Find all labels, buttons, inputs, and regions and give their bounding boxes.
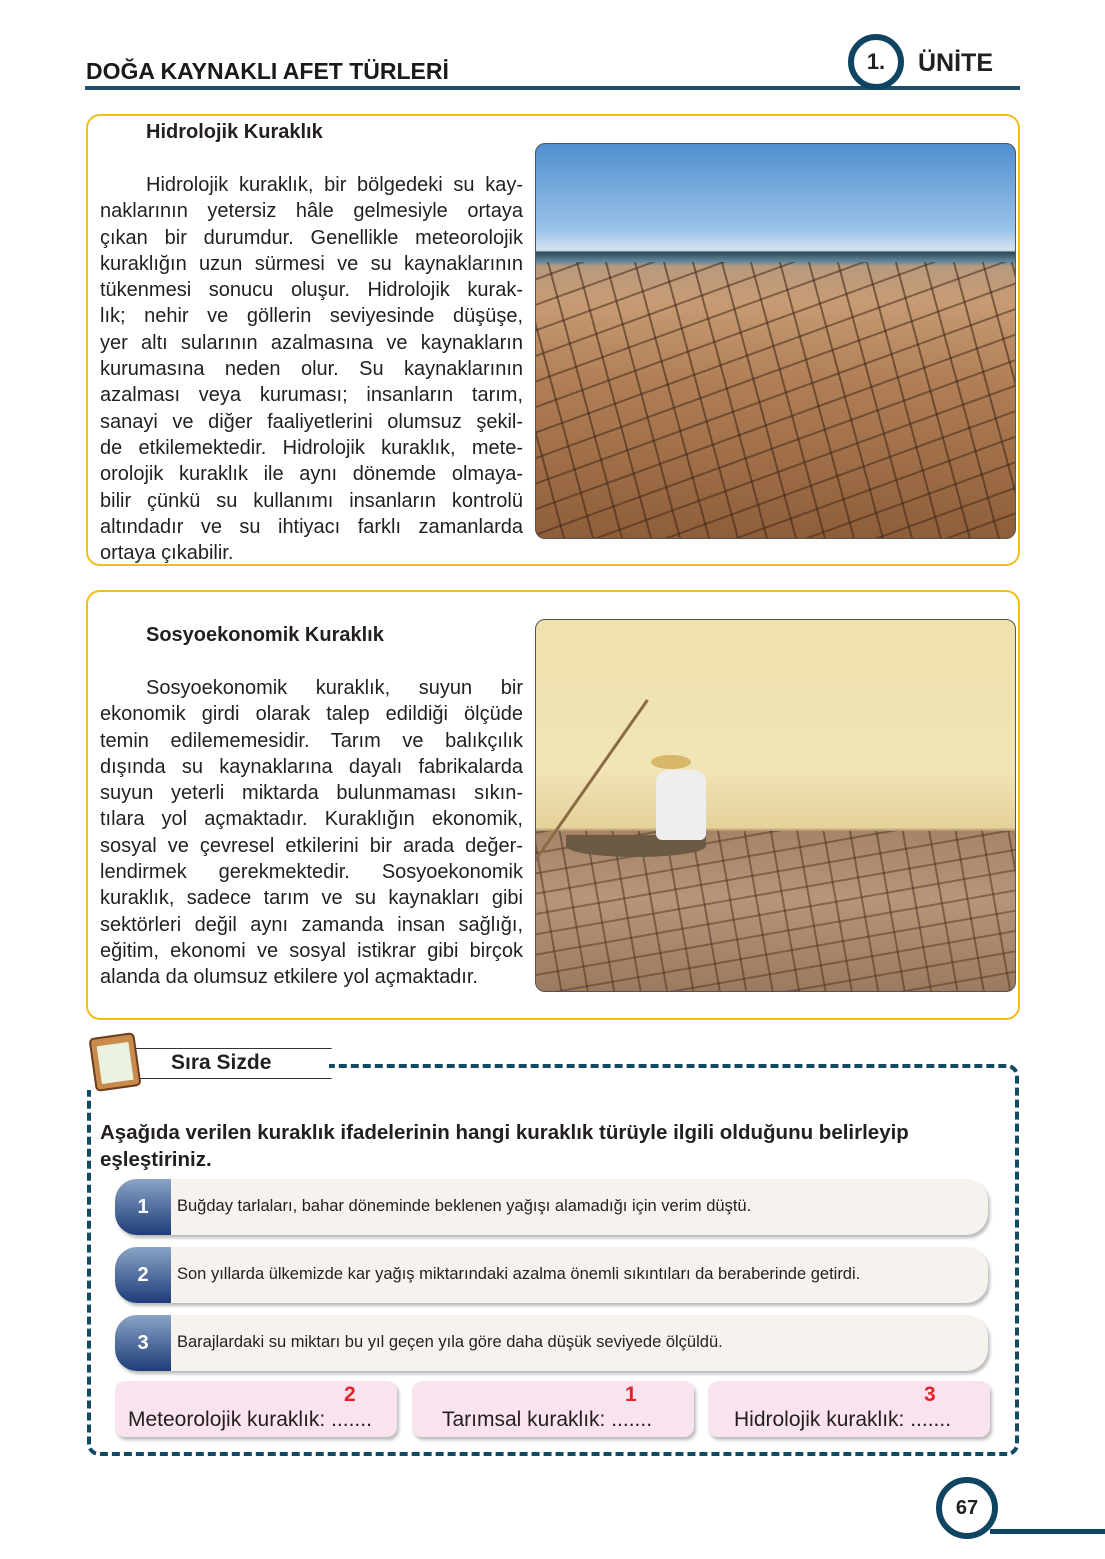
paragraph-line: Sosyoekonomik kuraklık, suyun bir — [146, 677, 523, 699]
clipboard-icon — [88, 1032, 141, 1092]
paragraph-line: orolojik kuraklık ile aynı dönemde olmaya- — [100, 463, 523, 486]
statement-text: Son yıllarda ülkemizde kar yağış miktarındaki azalma önemli sıkıntıları da beraberinde getirdi. — [177, 1265, 861, 1283]
paragraph-line: suyun yeterli miktarda bulunmaması sıkın- — [100, 782, 523, 805]
paragraph-line: sektörleri değil aynı zamanda insan sağlığı, — [100, 913, 523, 936]
section-paragraph — [100, 675, 523, 991]
hydrological-drought-section — [86, 114, 1020, 566]
statement-item — [115, 1247, 988, 1303]
paragraph-line: yer altı sularının azalmasına ve kaynakların — [100, 331, 523, 354]
unit-badge — [848, 34, 904, 90]
statement-item — [115, 1315, 988, 1371]
paragraph-line: sanayi ve diğer faaliyetlerini olumsuz şekil- — [100, 410, 523, 433]
statement-text: Buğday tarlaları, bahar döneminde beklenen yağışı alamadığı için verim düştü. — [177, 1197, 752, 1215]
section-paragraph — [100, 172, 523, 566]
answer-value: 1 — [625, 1383, 637, 1406]
answer-box-hydrological[interactable] — [708, 1381, 990, 1437]
section-heading: Hidrolojik Kuraklık — [146, 121, 323, 143]
paragraph-line: tılara yol açmaktadır. Kuraklığın ekonomik, — [100, 808, 523, 831]
paragraph-line: de etkilemektedir. Hidrolojik kuraklık, mete- — [100, 436, 523, 459]
paragraph-line: eğitim, ekonomi ve sosyal istikrar gibi birçok — [100, 939, 523, 962]
page-number: 67 — [955, 1496, 979, 1519]
paragraph-line: Hidrolojik kuraklık, bir bölgedeki su kay- — [146, 174, 523, 196]
dry-cracked-lakebed-photo — [535, 143, 1016, 539]
boy-on-boat-dry-land-photo — [535, 619, 1016, 992]
paragraph-line: çıkan bir durumdur. Genellikle meteorolojik — [100, 226, 523, 249]
socioeconomic-drought-section — [86, 590, 1020, 1020]
answer-box-meteorological[interactable] — [115, 1381, 397, 1437]
paragraph-line: kuraklığın uzun sürmesi ve su kaynaklarının — [100, 252, 523, 275]
answer-box-agricultural[interactable] — [412, 1381, 694, 1437]
paragraph-line: altındadır ve su ihtiyacı farklı zamanlarda — [100, 515, 523, 538]
paragraph-line: azalması veya kuruması; insanların tarım, — [100, 384, 523, 407]
statement-item — [115, 1179, 988, 1235]
unit-number: 1. — [866, 49, 886, 74]
activity-title: Sıra Sizde — [171, 1051, 272, 1074]
page-number-badge — [936, 1477, 998, 1539]
answer-label: Tarımsal kuraklık: ....... — [442, 1408, 653, 1431]
paragraph-line: ortaya çıkabilir. — [100, 542, 234, 565]
answer-value: 2 — [344, 1383, 356, 1406]
paragraph-line: bilir çünkü su kullanımı insanların kontrolü — [100, 489, 523, 512]
answer-value: 3 — [924, 1383, 936, 1406]
paragraph-line: lık; nehir ve göllerin seviyesinde düşüşe, — [100, 305, 523, 328]
paragraph-line: naklarının yetersiz hâle gelmesiyle ortaya — [100, 200, 523, 223]
paragraph-line: kuraklık, sadece tarım ve su kaynakları gibi — [100, 887, 523, 910]
statement-number: 2 — [115, 1247, 171, 1303]
paragraph-line: alanda da olumsuz etkilere yol açmaktadır. — [100, 966, 478, 989]
unit-label: ÜNİTE — [918, 49, 993, 77]
statement-number: 1 — [115, 1179, 171, 1235]
paragraph-line: ekonomik girdi olarak talep edildiği ölçüde — [100, 703, 523, 726]
paragraph-line: dışında su kaynaklarına dayalı fabrikalarda — [100, 755, 523, 778]
paragraph-line: temin edilememesidir. Tarım ve balıkçılık — [100, 729, 523, 752]
activity-instruction: Aşağıda verilen kuraklık ifadelerinin hangi kuraklık türüyle ilgili olduğunu belirleyip eşleştiriniz. — [100, 1121, 909, 1171]
statement-number: 3 — [115, 1315, 171, 1371]
paragraph-line: sosyal ve çevresel etkilerini bir arada değer- — [100, 834, 523, 857]
statement-text: Barajlardaki su miktarı bu yıl geçen yıla göre daha düşük seviyede ölçüldü. — [177, 1333, 723, 1351]
answer-label: Meteorolojik kuraklık: ....... — [128, 1408, 372, 1431]
paragraph-line: kurumasına neden olur. Su kaynaklarının — [100, 358, 523, 381]
page-title: DOĞA KAYNAKLI AFET TÜRLERİ — [86, 58, 449, 84]
answer-label: Hidrolojik kuraklık: ....... — [734, 1408, 952, 1431]
section-heading: Sosyoekonomik Kuraklık — [146, 624, 384, 646]
paragraph-line: tükenmesi sonucu oluşur. Hidrolojik kurak- — [100, 279, 523, 302]
paragraph-line: lendirmek gerekmektedir. Sosyoekonomik — [100, 861, 523, 884]
